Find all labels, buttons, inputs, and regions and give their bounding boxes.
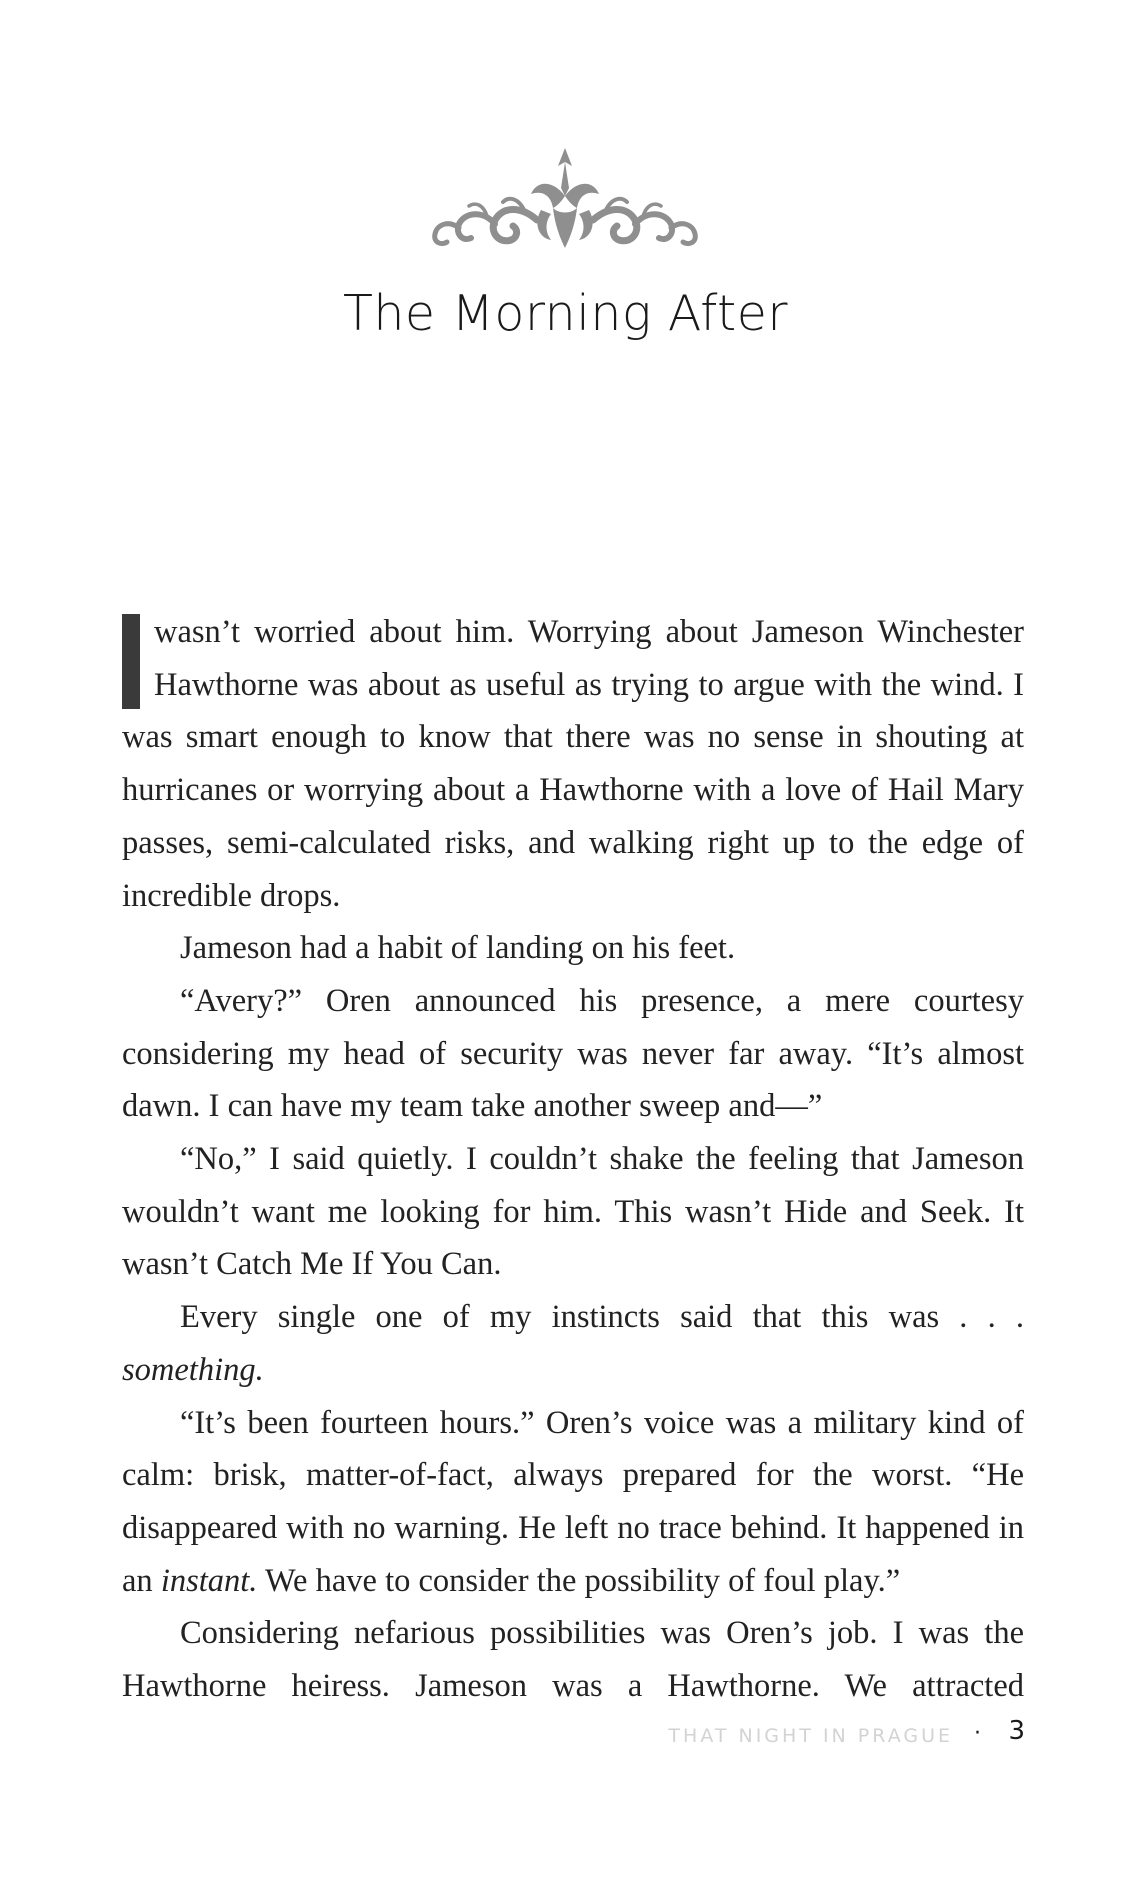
- footer-separator: ·: [974, 1721, 981, 1746]
- paragraph-1: [122, 606, 1024, 922]
- paragraph-3: “Avery?” Oren announced his presence, a mere courtesy considering my head of security was never far away. “It’s almost dawn. I can have my team take another sweep and—”: [122, 982, 1024, 1125]
- chapter-title: The Morning After: [342, 285, 789, 342]
- paragraph-2: Jameson had a habit of landing on his feet.: [180, 930, 736, 967]
- paragraph-6-text-start: “It’s been fourteen hours.” Oren’s voice was a military kind of calm: brisk, matter-of-fact, always prepared for the worst. “He disappeared with no warning. He left no trace behind. It happened in an: [122, 1404, 1024, 1599]
- paragraph-5-text: Every single one of my instincts said that this was . . .: [180, 1299, 1024, 1336]
- running-footer-title: THAT NIGHT IN PRAGUE: [668, 1725, 953, 1747]
- page-number: 3: [1008, 1716, 1025, 1746]
- paragraph-7: [122, 1607, 1024, 1712]
- paragraph-6-emphasis: instant.: [160, 1562, 258, 1599]
- paragraph-5: [122, 1291, 1024, 1396]
- paragraph-5-emphasis: something.: [122, 1351, 264, 1388]
- paragraph-4: “No,” I said quietly. I couldn’t shake the feeling that Jameson wouldn’t want me looking for him. This wasn’t Hide and Seek. It wasn’t Catch Me If You Can.: [122, 1141, 1024, 1283]
- paragraph-6-text-end: We have to consider the possibility of foul play.”: [257, 1562, 901, 1599]
- paragraph-1-text: wasn’t worried about him. Worrying about Jameson Winchester Hawthorne was about as useful as trying to argue with the wind. I was smart enough to know that there was no sense in shouting at hurricanes or worrying about a Hawthorne with a love of Hail Mary passes, semi-calculated risks, and walking right up to the edge of incredible drops.: [122, 614, 1024, 914]
- fleuron-ornament-icon: [425, 140, 705, 270]
- chapter-body: [122, 606, 1024, 1713]
- paragraph-6: [122, 1397, 1024, 1608]
- paragraph-7-text: Considering nefarious possibilities was Oren’s job. I was the Hawthorne heiress. Jameson was a Hawthorne. We attracted: [122, 1615, 1024, 1705]
- drop-cap-bar: [122, 614, 140, 709]
